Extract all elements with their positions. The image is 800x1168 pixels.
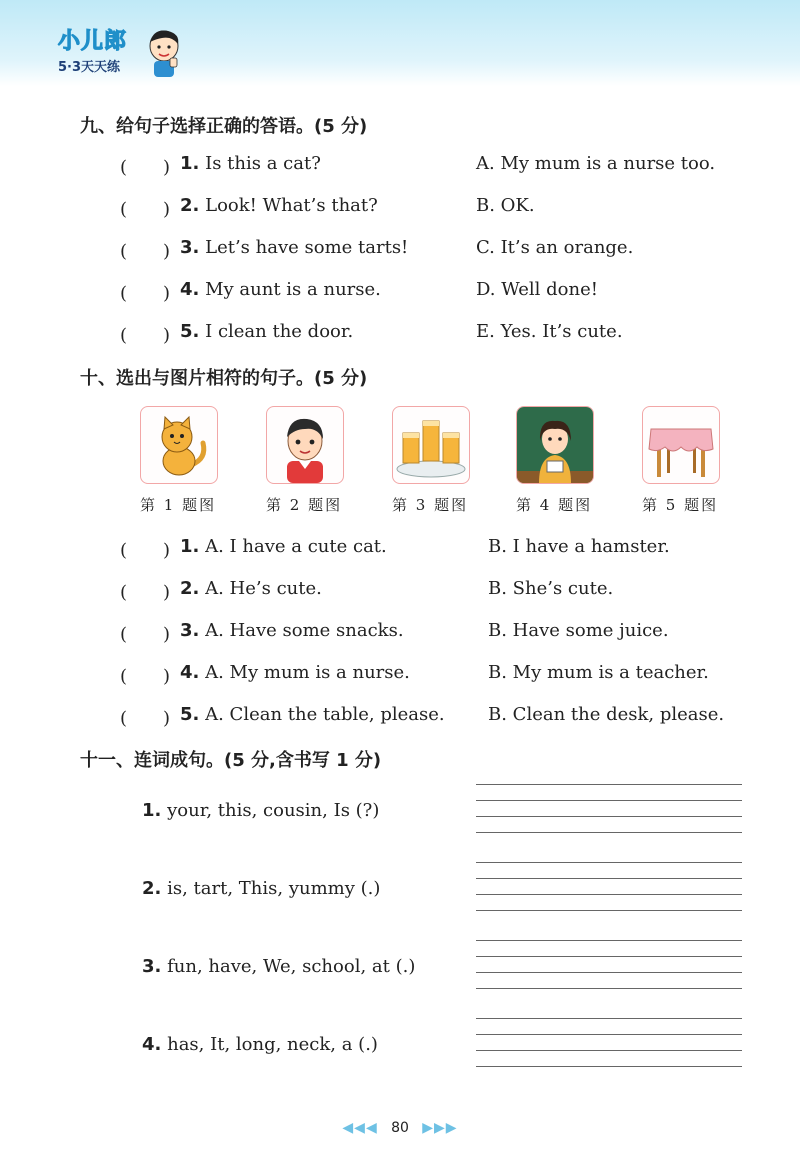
picture-4-caption: 第 4 题图 [516, 496, 593, 514]
section-11-title: 十一、连词成句。(5 分,含书写 1 分) [80, 750, 382, 771]
question-number: 2. [180, 578, 200, 599]
boy-icon [267, 407, 343, 483]
s11-item-4 [142, 1034, 378, 1055]
picture-2-caption: 第 2 题图 [266, 496, 343, 514]
choice-b: B. Clean the desk, please. [488, 704, 725, 725]
question-number: 4. [142, 1034, 162, 1055]
scrambled-words: your, this, cousin, Is (?) [167, 800, 380, 821]
answer-blank[interactable]: ( ) [120, 666, 171, 687]
question-text: I clean the door. [205, 321, 354, 342]
choice-a: A. My mum is a nurse. [205, 662, 410, 683]
answer-blank[interactable]: ( ) [120, 325, 171, 346]
writing-line[interactable] [476, 800, 742, 801]
writing-line[interactable] [476, 878, 742, 879]
cat-icon [141, 407, 217, 483]
table-icon [643, 407, 719, 483]
brand-logo [58, 24, 127, 75]
choice-b: B. I have a hamster. [488, 536, 670, 557]
question-number: 3. [142, 956, 162, 977]
answer-blank[interactable]: ( ) [120, 283, 171, 304]
section-9-title: 九、给句子选择正确的答语。(5 分) [80, 116, 368, 137]
scrambled-words: has, It, long, neck, a (.) [167, 1034, 378, 1055]
picture-4 [516, 406, 594, 484]
section-10-title: 十、选出与图片相符的句子。(5 分) [80, 368, 368, 389]
writing-line[interactable] [476, 894, 742, 895]
answer-option: C. It’s an orange. [476, 237, 634, 258]
question-number: 3. [180, 237, 200, 258]
question-text: Let’s have some tarts! [205, 237, 409, 258]
choice-a: A. Clean the table, please. [205, 704, 445, 725]
picture-1 [140, 406, 218, 484]
answer-option: D. Well done! [476, 279, 598, 300]
writing-line[interactable] [476, 1066, 742, 1067]
writing-line[interactable] [476, 988, 742, 989]
s11-item-1 [142, 800, 379, 821]
left-arrows-icon: ◀◀◀ [342, 1120, 378, 1136]
scrambled-words: fun, have, We, school, at (.) [167, 956, 416, 977]
question-number: 1. [142, 800, 162, 821]
choice-b: B. Have some juice. [488, 620, 669, 641]
picture-5 [642, 406, 720, 484]
answer-blank[interactable]: ( ) [120, 157, 171, 178]
question-number: 5. [180, 704, 200, 725]
choice-a: A. He’s cute. [205, 578, 322, 599]
brand-title: 小儿郎 [58, 29, 128, 54]
question-text: Is this a cat? [205, 153, 321, 174]
answer-blank[interactable]: ( ) [120, 540, 171, 561]
s11-item-3 [142, 956, 415, 977]
writing-line[interactable] [476, 784, 742, 785]
picture-3-caption: 第 3 题图 [392, 496, 469, 514]
writing-line[interactable] [476, 956, 742, 957]
page-footer [0, 1120, 800, 1136]
writing-line[interactable] [476, 910, 742, 911]
answer-option: A. My mum is a nurse too. [476, 153, 716, 174]
choice-b: B. My mum is a teacher. [488, 662, 709, 683]
picture-2 [266, 406, 344, 484]
question-text: Look! What’s that? [205, 195, 378, 216]
picture-1-caption: 第 1 题图 [140, 496, 217, 514]
picture-3 [392, 406, 470, 484]
choice-a: A. I have a cute cat. [205, 536, 387, 557]
juice-glasses-icon [393, 407, 469, 483]
scrambled-words: is, tart, This, yummy (.) [167, 878, 381, 899]
question-number: 3. [180, 620, 200, 641]
writing-line[interactable] [476, 1034, 742, 1035]
picture-5-caption: 第 5 题图 [642, 496, 719, 514]
answer-option: E. Yes. It’s cute. [476, 321, 623, 342]
right-arrows-icon: ▶▶▶ [422, 1120, 458, 1136]
question-number: 2. [180, 195, 200, 216]
writing-line[interactable] [476, 1018, 742, 1019]
writing-line[interactable] [476, 832, 742, 833]
s11-item-2 [142, 878, 380, 899]
teacher-icon [517, 407, 593, 483]
answer-blank[interactable]: ( ) [120, 624, 171, 645]
choice-b: B. She’s cute. [488, 578, 614, 599]
answer-blank[interactable]: ( ) [120, 199, 171, 220]
answer-blank[interactable]: ( ) [120, 241, 171, 262]
answer-blank[interactable]: ( ) [120, 708, 171, 729]
answer-option: B. OK. [476, 195, 535, 216]
question-number: 5. [180, 321, 200, 342]
question-number: 4. [180, 662, 200, 683]
question-text: My aunt is a nurse. [205, 279, 381, 300]
question-number: 1. [180, 536, 200, 557]
writing-line[interactable] [476, 940, 742, 941]
answer-blank[interactable]: ( ) [120, 582, 171, 603]
mascot-boy-icon [144, 28, 184, 80]
page-number: 80 [391, 1120, 409, 1136]
writing-line[interactable] [476, 1050, 742, 1051]
choice-a: A. Have some snacks. [205, 620, 404, 641]
brand-series: 5·3天天练 [58, 60, 121, 75]
question-number: 1. [180, 153, 200, 174]
question-number: 4. [180, 279, 200, 300]
writing-line[interactable] [476, 816, 742, 817]
writing-line[interactable] [476, 862, 742, 863]
writing-line[interactable] [476, 972, 742, 973]
question-number: 2. [142, 878, 162, 899]
